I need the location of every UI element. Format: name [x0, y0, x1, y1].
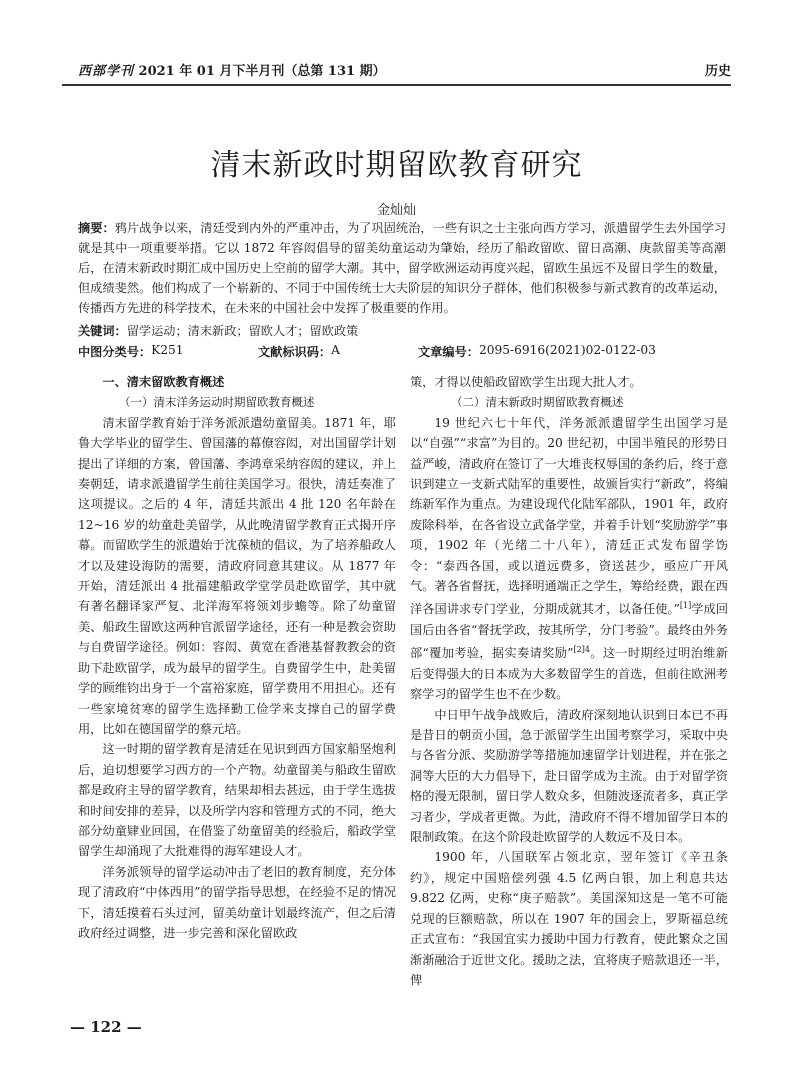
journal-info [78, 60, 386, 79]
right-column [410, 372, 728, 990]
article-title: 清末新政时期留欧教育研究 [210, 148, 583, 183]
abstract-label: 摘要： [78, 221, 115, 235]
section-heading: 一、清末留欧教育概述 [102, 375, 225, 389]
paragraph-text: 19 世纪六七十年代，洋务派派遣留学生出国学习是以“自强”“求富”为目的。20 世纪初，中国半殖民的形势日益严峻，清政府在签订了一大堆丧权辱国的条约后，终于意识到建立一支新式陆军的重要性，故颁旨实行“新政”，将编练新军作为重点。为建设现代化陆军部队，1901 年，政府废除科举，在各省设立武备学堂，并着手计划“奖励游学”事项，1902 年（光绪二十八年），清廷正式发布留学饬令：“泰西各国，或以道远费多，资送甚少，亟应广开风气。著各省督抚，选择明通端正之学生，筹给经费，跟在西洋各国讲求专门学业，分期成就其才，以备任使。” [410, 415, 728, 617]
paragraph-text: 。这一时期经过明治维新后变得强大的日本成为大多数留学生的首选，但前往欧洲考察学习的留学生也不在少数。 [410, 646, 729, 702]
citation: [1] [679, 601, 692, 611]
keywords [78, 322, 358, 339]
citation: [2]4 [573, 645, 590, 655]
subsection-heading: （二）清末新政时期留欧教育概述 [451, 395, 624, 410]
article-author: 金灿灿 [376, 203, 416, 218]
subsection-heading: （一）清末洋务运动时期留欧教育概述 [119, 395, 315, 410]
left-column [78, 372, 396, 943]
doc-value: A [331, 343, 340, 357]
running-header [78, 60, 731, 82]
journal-logo: 西部学刊 [78, 64, 135, 79]
abstract-text: 鸦片战争以来，清廷受到内外的严重冲击，为了巩固统治，一些有识之士主张向西方学习，派遣留学生去外国学习就是其中一项重要举措。它以 1872 年容闳倡导的留美幼童运动为肇始，经历了船政留欧、留日高潮、庚款留美等高潮后，在清末新政时期汇成中国历史上空前的留学大潮。其中，留学欧洲运动再度兴起，留欧生虽远不及留日学生的数量，但成绩斐然。他们构成了一个崭新的、不同于中国传统士大夫阶层的知识分子群体，他们积极参与新式教育的改革运动，传播西方先进的科学技术，在未来的中国社会中发挥了极重要的作用。 [78, 221, 727, 315]
paragraph: 策，才得以使船政留欧学生出现大批人才。 [410, 375, 642, 389]
doc-code [258, 343, 340, 360]
keywords-text: 留学运动；清末新政；留欧人才；留欧政策 [126, 324, 359, 338]
paragraph: 洋务派领导的留学运动冲击了老旧的教育制度，充分体现了清政府“中体西用”的留学指导思想，在经验不足的情况下，清廷摸着石头过河，留美幼童计划最终流产，但之后清政府经过调整，进一步完善和深化留欧政 [78, 864, 396, 940]
keywords-label: 关键词： [78, 324, 127, 338]
abstract [78, 218, 726, 318]
paragraph [410, 413, 728, 705]
paragraph: 清末留学教育始于洋务派派遣幼童留美。1871 年，耶鲁大学毕业的留学生、曾国藩的幕僚容闳，对出国留学计划提出了详细的方案，曾国藩、李鸿章采纳容闳的建议，并上奏朝廷，请求派遣留学生前往美国学习。很快，清廷奏准了这项提议。之后的 4 年，清廷共派出 4 批 120 名年龄在 12~16 岁的幼童赴美留学，从此晚清留学教育正式揭开序幕。而留欧学生的派遣始于沈葆桢的倡议，为了培养船政人才以及建设海防的需要，清政府同意其建议。从 1877 年开始，清廷派出 4 批福建船政学堂学员赴欧留学，其中就有著名翻译家严复、北洋海军将领刘步蟾等。除了幼童留美、船政生留欧这两种官派留学途径，还有一种是教会资助与自费留学途径。例如：容闳、黄宽在香港基督教教会的资助下赴欧留学，成为最早的留学生。自费留学生中，赴美留学的顾维钧出身于一个富裕家庭，留学费用不用担心。还有一些家境贫寒的留学生选择勤工俭学来支撑自己的留学费用，比如在德国留学的蔡元培。 [78, 415, 396, 736]
article-meta [78, 343, 726, 363]
clc-label: 中图分类号： [78, 345, 152, 359]
paragraph: 1900 年，八国联军占领北京，翌年签订《辛丑条约》，规定中国赔偿列强 4.5 亿两白银，加上利息共达 9.822 亿两，史称“庚子赔款”。美国深知这是一笔不可能兑现的巨额赔款，所以在 1907 年的国会上，罗斯福总统正式宣布：“我国宜实力援助中国力行教育，使此繁众之国渐渐融洽于近世文化。援助之法，宜将庚子赔款退还一半，俾 [410, 850, 728, 987]
article-number [418, 343, 656, 360]
header-rule [62, 84, 731, 86]
paragraph: 这一时期的留学教育是清廷在见识到西方国家船坚炮利后，迫切想要学习西方的一个产物。幼童留美与船政生留欧都是政府主导的留学教育，结果却相去甚远，由于学生选拔和时间安排的差异，以及所学内容和管理方式的不同，绝大部分幼童肄业回国，在借鉴了幼童留美的经验后，船政学堂留学生却涌现了大批难得的海军建设人才。 [78, 742, 396, 859]
section-label: 历史 [704, 64, 731, 79]
clc-number [78, 343, 184, 360]
article-label: 文章编号： [418, 345, 479, 359]
paragraph: 中日甲午战争战败后，清政府深刻地认识到日本已不再是昔日的朝贡小国，急于派留学生出国考察学习，采取中央与各省分派、奖励游学等措施加速留学计划进程，并在张之洞等大臣的大力倡导下，赴日留学成为主流。由于对留学资格的漫无限制，留日学人数众多，但随波逐流者多，真正学习者少，学成者更微。为此，清政府不得不增加留学日本的限制政策。在这个阶段赴欧留学的人数远不及日本。 [410, 707, 728, 845]
article-value: 2095-6916(2021)02-0122-03 [478, 343, 656, 357]
issue-info: 2021 年 01 月下半月刊（总第 131 期） [138, 64, 386, 79]
clc-value: K251 [151, 343, 184, 357]
doc-label: 文献标识码： [258, 345, 332, 359]
paragraph-text: 学成回国后由各省“督抚学政，按其所学，分门考验”。最终由外务部“覆加考验，据实奏请奖励” [410, 602, 729, 661]
page-number: — 122 — [70, 1018, 142, 1036]
